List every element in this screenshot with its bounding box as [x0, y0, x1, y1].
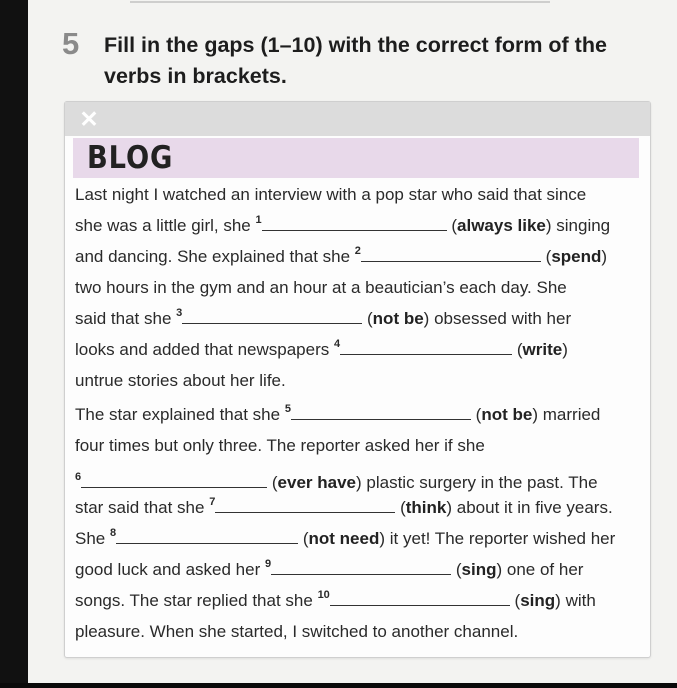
text-line: [75, 211, 610, 241]
verb-hint: (not need): [302, 529, 386, 548]
gap-4-blank[interactable]: [340, 339, 512, 355]
text-line: [75, 304, 571, 334]
text-segment: married: [542, 405, 601, 424]
blog-header: [73, 138, 639, 178]
verb-hint: (not be): [475, 405, 539, 424]
text-segment: plastic surgery in the past. The: [366, 473, 598, 492]
text-line: [75, 524, 615, 554]
verb-hint: (think): [400, 498, 453, 517]
verb-hint: (ever have): [271, 473, 362, 492]
text-line: four times but only three. The reporter asked her if she: [75, 436, 485, 455]
text-segment: songs. The star replied that she: [75, 591, 313, 610]
gap-10-blank[interactable]: [330, 590, 510, 606]
verb-hint: (always like): [451, 216, 552, 235]
gap-number: 2: [354, 245, 361, 257]
blog-title: BLOG: [87, 140, 174, 176]
text-line: [75, 586, 596, 616]
gap-number: 3: [176, 307, 183, 319]
blog-window-bar: [65, 102, 650, 136]
text-line: [75, 462, 598, 492]
gap-8-blank[interactable]: [116, 528, 298, 544]
gap-1-blank[interactable]: [262, 215, 447, 231]
text-line: [75, 242, 607, 272]
gap-7-blank[interactable]: [215, 497, 395, 513]
verb-hint: (sing): [514, 591, 561, 610]
gap-9-blank[interactable]: [271, 559, 451, 575]
gap-number: 9: [264, 558, 272, 570]
text-line: [75, 555, 583, 585]
gap-2-blank[interactable]: [361, 246, 541, 262]
exercise-instruction: [104, 30, 644, 92]
text-line: [75, 335, 568, 365]
text-segment: obsessed with her: [434, 309, 572, 328]
text-segment: and dancing. She explained that she: [75, 247, 351, 266]
gap-number: 8: [109, 527, 117, 539]
text-segment: singing: [556, 216, 611, 235]
exercise-number: 5: [62, 26, 80, 61]
gap-number: 6: [75, 471, 82, 483]
gap-6-blank[interactable]: [81, 472, 267, 488]
instruction-line-2: verbs in brackets.: [104, 64, 287, 88]
gap-number: 5: [284, 403, 291, 415]
gap-number: 1: [255, 214, 262, 226]
text-segment: looks and added that newspapers: [75, 340, 330, 359]
page-bottom-edge: [0, 683, 677, 688]
text-segment: The star explained that she: [75, 405, 281, 424]
text-line: two hours in the gym and an hour at a beautician’s each day. She: [75, 278, 567, 297]
gap-number: 7: [209, 496, 216, 508]
text-line: [75, 400, 600, 430]
text-line: pleasure. When she started, I switched to another channel.: [75, 622, 519, 641]
text-segment: about it in five years.: [456, 498, 613, 517]
close-icon[interactable]: ✕: [79, 106, 99, 132]
gap-5-blank[interactable]: [291, 404, 471, 420]
gap-number: 4: [333, 338, 341, 350]
gap-3-blank[interactable]: [182, 308, 362, 324]
text-segment: it yet! The reporter wished her: [389, 529, 616, 548]
cropped-text-line: [130, 0, 550, 5]
verb-hint: (not be): [367, 309, 430, 328]
text-line: [75, 493, 613, 523]
text-segment: said that she: [75, 309, 172, 328]
text-segment: one of her: [506, 560, 584, 579]
verb-hint: (sing): [455, 560, 503, 579]
text-segment: with: [565, 591, 596, 610]
text-line: untrue stories about her life.: [75, 371, 286, 390]
blog-card: [64, 101, 651, 658]
text-segment: She: [75, 529, 106, 548]
verb-hint: (spend): [545, 247, 608, 266]
text-segment: good luck and asked her: [75, 560, 261, 579]
text-segment: she was a little girl, she: [75, 216, 251, 235]
verb-hint: (write): [516, 340, 568, 359]
text-segment: star said that she: [75, 498, 205, 517]
gap-number: 10: [317, 589, 330, 601]
text-line: Last night I watched an interview with a pop star who said that since: [75, 185, 587, 204]
instruction-line-1: Fill in the gaps (1–10) with the correct form of the: [104, 33, 607, 57]
